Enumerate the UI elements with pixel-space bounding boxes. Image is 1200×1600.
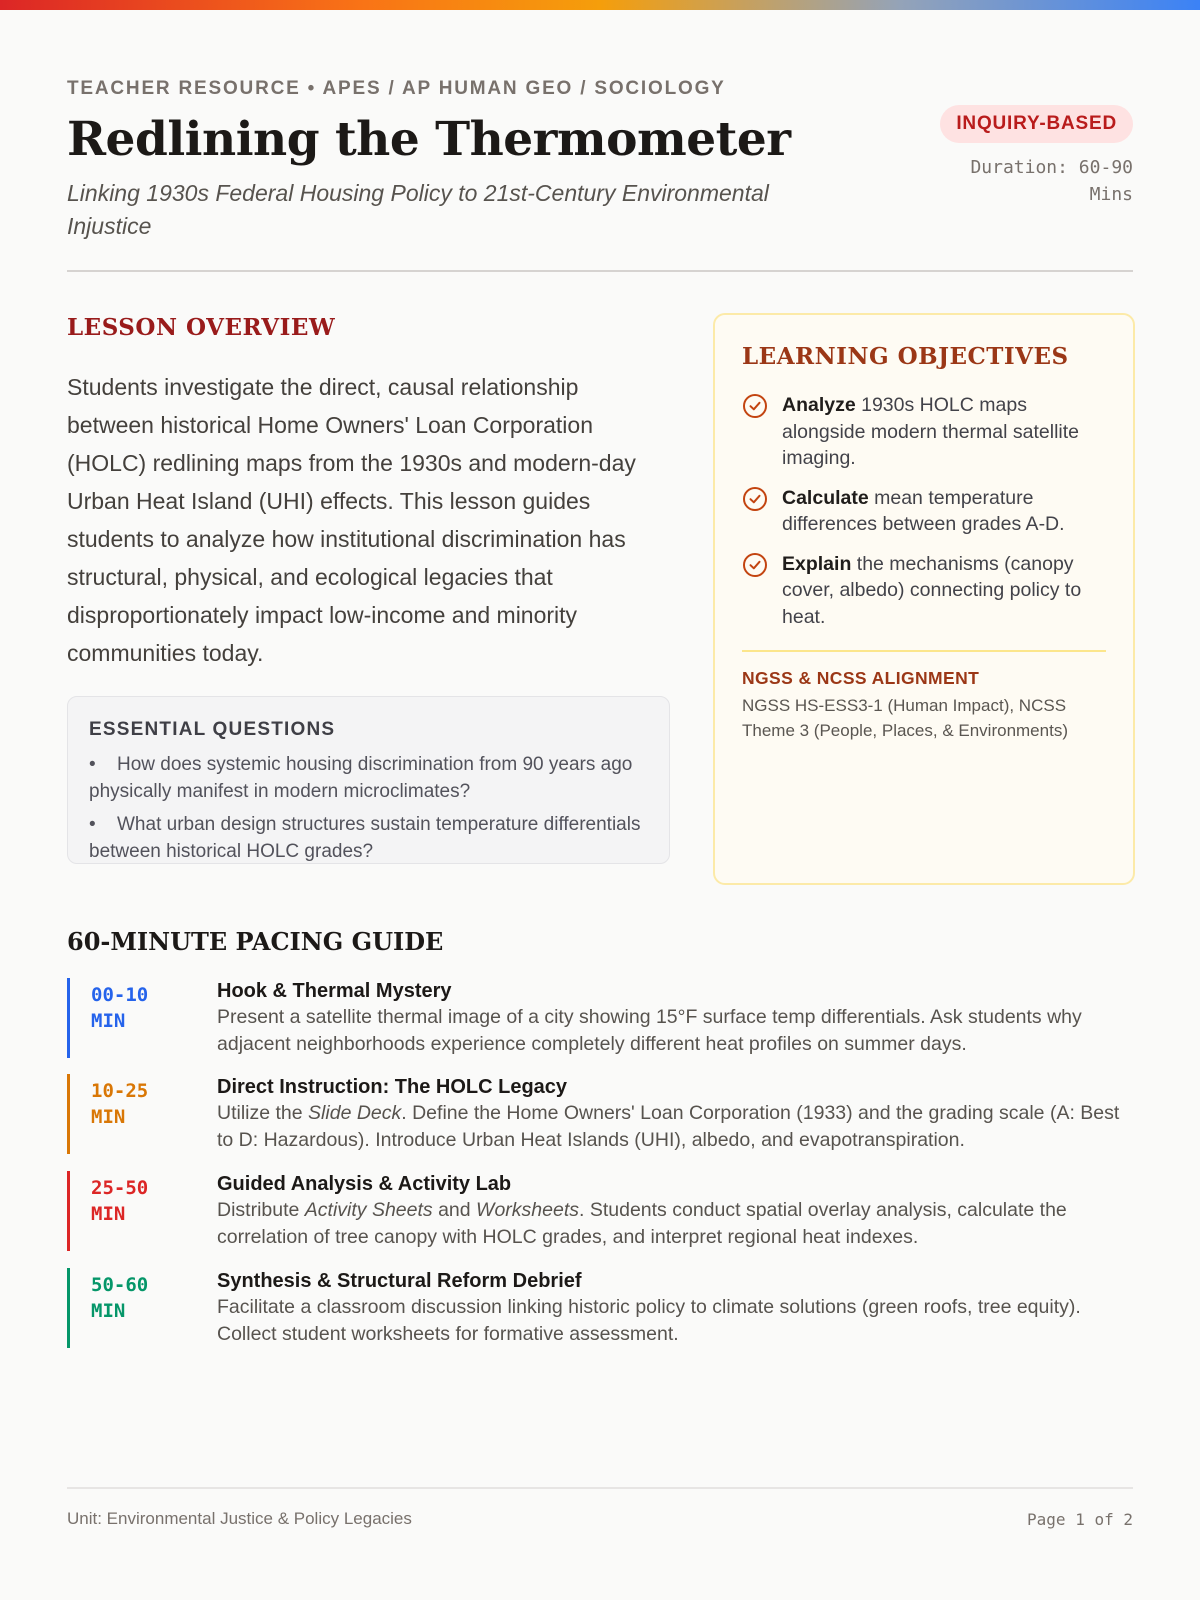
- essential-questions-list: [89, 751, 649, 865]
- essential-question-text: What urban design structures sustain temperature differentials between historical HOLC grades?: [89, 814, 641, 862]
- pacing-time: 25-50 MIN: [91, 1177, 149, 1225]
- essential-question-item: [89, 811, 649, 865]
- bullet-icon: •: [89, 814, 96, 835]
- essential-questions-box: [67, 696, 670, 864]
- essential-questions-heading: ESSENTIAL QUESTIONS: [89, 719, 336, 740]
- objective-item: [742, 551, 1106, 631]
- material-name: Slide Deck: [308, 1102, 402, 1124]
- pacing-title: Hook & Thermal Mystery: [217, 980, 452, 1002]
- page-title: Redlining the Thermometer: [67, 112, 791, 167]
- objective-text: [782, 485, 1106, 538]
- check-circle-icon: [742, 552, 768, 578]
- check-circle-icon: [742, 393, 768, 419]
- pacing-description: [217, 1004, 1133, 1057]
- objective-item: [742, 392, 1106, 472]
- pacing-row: [67, 1268, 1136, 1348]
- objective-rest: the mechanisms (canopy cover, albedo) connecting policy to heat.: [782, 552, 1082, 628]
- pacing-row: [67, 978, 1136, 1058]
- pacing-body: [217, 1074, 1133, 1153]
- pacing-title: Guided Analysis & Activity Lab: [217, 1173, 512, 1195]
- duration-label: Duration: 60-90 Mins: [970, 157, 1133, 205]
- pacing-time: 10-25 MIN: [91, 1080, 149, 1128]
- objectives-divider: [742, 650, 1106, 652]
- pacing-description-text: and: [432, 1199, 477, 1221]
- pacing-description-text: Present a satellite thermal image of a city showing 15°F surface temp differentials. Ask students why adjacent neighborhoods experience completely different heat profiles on summer days.: [217, 1006, 1082, 1055]
- overview-heading: LESSON OVERVIEW: [67, 314, 336, 341]
- objective-verb: Calculate: [782, 486, 869, 509]
- pacing-body: [217, 1268, 1133, 1347]
- accent-gradient-bar: [0, 0, 1200, 10]
- essential-question-text: How does systemic housing discrimination from 90 years ago physically manifest in modern microclimates?: [89, 754, 633, 802]
- bullet-icon: •: [89, 754, 96, 775]
- check-circle-icon: [742, 486, 768, 512]
- pacing-description-text: Distribute: [217, 1199, 305, 1221]
- objective-item: [742, 485, 1106, 538]
- pacing-description-text: . Define the Home Owners' Loan Corporation (1933) and the grading scale (A: Best to D: Hazardous). Introduce Urban Heat Islands (UHI), albedo, and evapotranspiration.: [217, 1102, 1120, 1151]
- pacing-description: [217, 1100, 1133, 1153]
- pacing-description-text: . Students conduct spatial overlay analysis, calculate the correlation of tree canopy with HOLC grades, and interpret regional heat indexes.: [217, 1199, 1067, 1248]
- alignment-text: NGSS HS-ESS3-1 (Human Impact), NCSS Theme 3 (People, Places, & Environments): [742, 696, 1068, 740]
- inquiry-badge: INQUIRY-BASED: [940, 105, 1133, 143]
- objective-verb: Explain: [782, 552, 852, 575]
- objective-text: [782, 551, 1106, 631]
- essential-question-item: [89, 751, 649, 805]
- objectives-heading: LEARNING OBJECTIVES: [742, 343, 1069, 370]
- overview-text: Students investigate the direct, causal relationship between historical Home Owners' Loan Corporation (HOLC) redlining maps from the 1930s and modern-day Urban Heat Island (UHI) effects. This lesson guides students to analyze how institutional discrimination has structural, physical, and ecological legacies that disproportionately impact low-income and minority communities today.: [67, 374, 636, 666]
- pacing-time: 00-10 MIN: [91, 984, 149, 1032]
- objective-text: [782, 392, 1106, 472]
- pacing-heading: 60-MINUTE PACING GUIDE: [67, 927, 444, 956]
- pacing-description: [217, 1197, 1133, 1250]
- page-number: Page 1 of 2: [1027, 1510, 1133, 1529]
- objective-rest: mean temperature differences between grades A-D.: [782, 486, 1065, 535]
- page-subtitle: Linking 1930s Federal Housing Policy to 21st-Century Environmental Injustice: [67, 180, 769, 239]
- alignment-heading: NGSS & NCSS ALIGNMENT: [742, 668, 980, 688]
- pacing-title: Synthesis & Structural Reform Debrief: [217, 1270, 582, 1292]
- pacing-row: [67, 1074, 1136, 1154]
- learning-objectives-card: [713, 313, 1135, 885]
- footer-divider: [67, 1487, 1133, 1489]
- material-name: Activity Sheets: [304, 1199, 433, 1221]
- header-divider: [67, 270, 1133, 272]
- objective-verb: Analyze: [782, 394, 856, 416]
- resource-kicker: TEACHER RESOURCE • APES / AP HUMAN GEO / SOCIOLOGY: [67, 78, 726, 99]
- pacing-time: 50-60 MIN: [91, 1274, 149, 1322]
- pacing-description-text: Utilize the: [217, 1102, 309, 1124]
- pacing-body: [217, 1171, 1133, 1250]
- pacing-body: [217, 978, 1133, 1057]
- footer-unit-label: Unit: Environmental Justice & Policy Legacies: [67, 1509, 412, 1528]
- pacing-row: [67, 1171, 1136, 1251]
- pacing-description-text: Facilitate a classroom discussion linking historic policy to climate solutions (green roofs, tree equity). Collect student worksheets for formative assessment.: [217, 1296, 1081, 1345]
- pacing-title: Direct Instruction: The HOLC Legacy: [217, 1076, 568, 1098]
- material-name: Worksheets: [476, 1199, 579, 1221]
- pacing-description: [217, 1294, 1133, 1347]
- objective-rest: 1930s HOLC maps alongside modern thermal satellite imaging.: [782, 394, 1079, 469]
